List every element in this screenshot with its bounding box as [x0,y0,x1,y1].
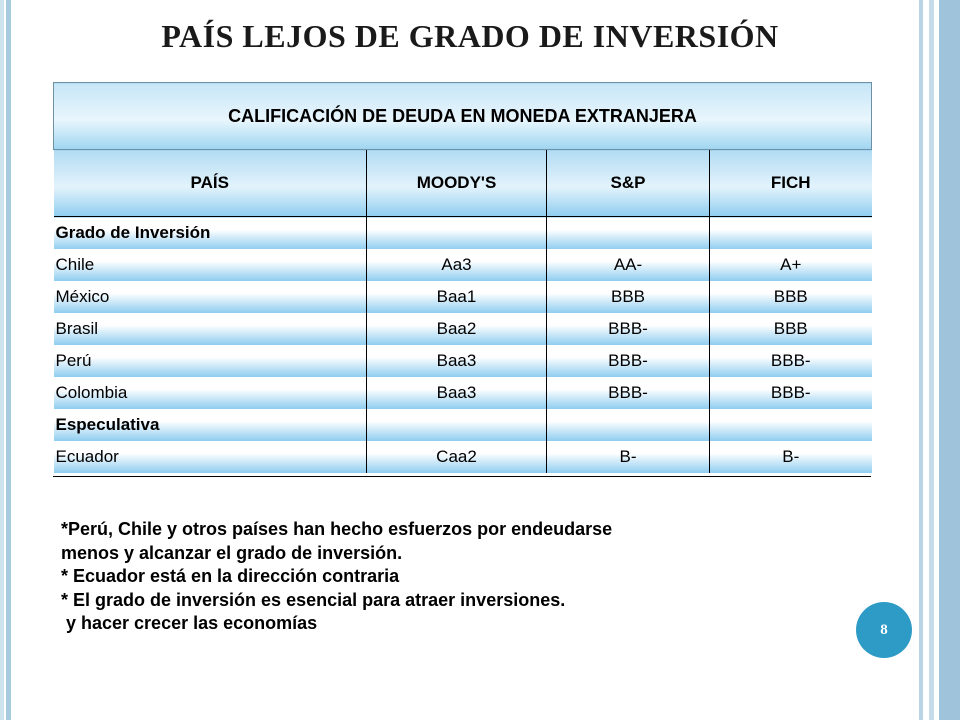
country-cell: Brasil [54,313,367,345]
sp-cell: B- [547,441,710,473]
fich-cell: A+ [710,249,872,281]
moodys-cell: Baa2 [367,313,547,345]
table-caption: CALIFICACIÓN DE DEUDA EN MONEDA EXTRANJERA [54,83,872,150]
sp-cell: BBB- [547,377,710,409]
table-row [54,345,872,377]
fich-cell: BBB [710,281,872,313]
table-row [54,249,872,281]
group-row-investment-grade [54,217,872,250]
country-cell: Chile [54,249,367,281]
column-header-country: PAÍS [54,150,367,217]
moodys-cell: Baa3 [367,377,547,409]
sp-cell: BBB [547,281,710,313]
right-frame-decoration [917,0,960,720]
sp-cell: AA- [547,249,710,281]
fich-cell: B- [710,441,872,473]
table-row [54,441,872,473]
group-label: Especulativa [54,409,367,441]
column-header-fich: FICH [710,150,872,217]
group-row-speculative [54,409,872,441]
column-header-sp: S&P [547,150,710,217]
country-cell: Colombia [54,377,367,409]
sp-cell: BBB- [547,313,710,345]
country-cell: Perú [54,345,367,377]
left-frame-decoration [0,0,11,720]
table-row [54,377,872,409]
table-row [54,313,872,345]
fich-cell: BBB- [710,345,872,377]
note-line: * Ecuador está en la dirección contraria [61,566,400,586]
note-line: menos y alcanzar el grado de inversión. [61,542,403,563]
slide-title: PAÍS LEJOS DE GRADO DE INVERSIÓN [161,18,779,54]
notes-block [61,518,841,636]
column-header-moodys: MOODY'S [367,150,547,217]
moodys-cell: Aa3 [367,249,547,281]
note-line: *Perú, Chile y otros países han hecho esfuerzos por endeudarse [61,519,613,539]
moodys-cell: Caa2 [367,441,547,473]
fich-cell: BBB- [710,377,872,409]
moodys-cell: Baa3 [367,345,547,377]
debt-rating-table [53,82,872,473]
table-bottom-border [53,476,871,477]
note-line: y hacer crecer las economías [66,613,318,633]
country-cell: México [54,281,367,313]
fich-cell: BBB [710,313,872,345]
sp-cell: BBB- [547,345,710,377]
page-number-badge: 8 [856,602,912,658]
table-row [54,281,872,313]
moodys-cell: Baa1 [367,281,547,313]
group-label: Grado de Inversión [54,217,367,250]
note-line: * El grado de inversión es esencial para atraer inversiones. [61,589,566,610]
country-cell: Ecuador [54,441,367,473]
